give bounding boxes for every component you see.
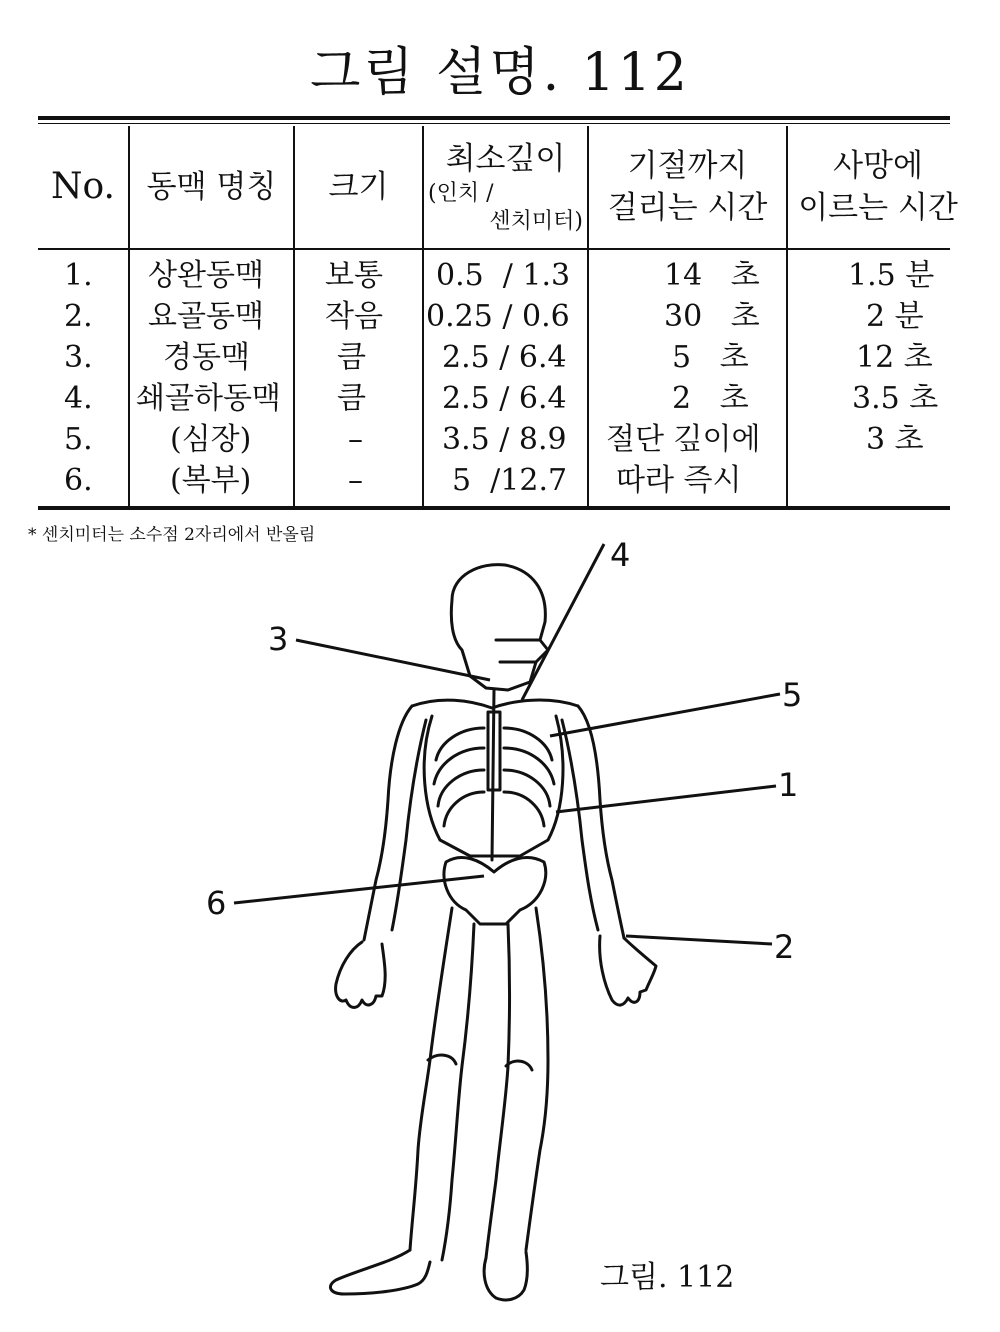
row-depth: 3.5 / 8.9 xyxy=(442,422,567,457)
row-death: 12 초 xyxy=(856,340,933,375)
row-no: 4. xyxy=(64,381,93,416)
knee-caps xyxy=(428,1055,532,1070)
row-no: 2. xyxy=(64,299,93,334)
row-death: 1.5 분 xyxy=(848,258,935,293)
row-depth: 0.25 / 0.6 xyxy=(426,299,570,334)
row-size: 큼 xyxy=(337,381,366,416)
header-faint-line2: 걸리는 시간 xyxy=(607,190,768,226)
left-foot xyxy=(330,1250,430,1294)
header-depth-line1: 최소깊이 xyxy=(445,141,566,177)
row-size: – xyxy=(348,422,363,457)
row-no: 6. xyxy=(64,463,93,498)
row-no: 5. xyxy=(64,422,93,457)
figure-label-2: 2 xyxy=(774,928,795,966)
header-death-line1: 사망에 xyxy=(833,148,923,184)
figure-label-3: 3 xyxy=(268,620,289,658)
row-no: 3. xyxy=(64,340,93,375)
row-faint: 14 초 xyxy=(664,258,760,293)
row-faint: 따라 즉시 xyxy=(616,463,742,498)
pointer-line-2 xyxy=(626,936,772,944)
row-name: 쇄골하동맥 xyxy=(136,381,281,416)
row-death: 3 초 xyxy=(866,422,924,457)
figure-label-1: 1 xyxy=(778,766,799,804)
figure-label-5: 5 xyxy=(782,676,803,714)
row-name: (복부) xyxy=(170,463,252,498)
header-death-line2: 이르는 시간 xyxy=(798,190,958,226)
pointer-line-3 xyxy=(296,640,490,680)
figure-label-6: 6 xyxy=(206,884,227,922)
row-depth: 0.5 / 1.3 xyxy=(436,258,571,293)
row-name: (심장) xyxy=(170,422,252,457)
skull-outline xyxy=(451,565,548,690)
row-name: 요골동맥 xyxy=(148,299,264,334)
ribs-left xyxy=(434,728,484,826)
footnote: * 센치미터는 소수점 2자리에서 반올림 xyxy=(28,525,316,545)
header-depth-line3: 센치미터) xyxy=(489,209,583,234)
row-size: 작음 xyxy=(325,299,383,334)
pointer-line-1 xyxy=(556,786,776,812)
pelvis xyxy=(444,857,546,924)
left-hand xyxy=(336,942,386,1008)
left-arm xyxy=(364,706,426,940)
row-faint: 30 초 xyxy=(664,299,760,334)
page-title: 그림 설명. 112 xyxy=(310,43,690,103)
row-faint: 절단 깊이에 xyxy=(606,422,761,457)
right-arm xyxy=(562,706,624,938)
row-depth: 2.5 / 6.4 xyxy=(442,381,567,416)
right-foot xyxy=(484,1252,527,1300)
header-size-text: 크기 xyxy=(328,169,389,205)
header-no-text: No. xyxy=(51,166,115,207)
header-faint-line1: 기절까지 xyxy=(627,148,748,184)
row-death: 3.5 초 xyxy=(852,381,939,416)
right-hand xyxy=(600,936,656,1005)
figure-label-4: 4 xyxy=(610,536,631,574)
header-name-text: 동맥 명칭 xyxy=(146,169,277,205)
row-faint: 2 초 xyxy=(672,381,749,416)
row-name: 상완동맥 xyxy=(148,258,264,293)
row-depth: 2.5 / 6.4 xyxy=(442,340,567,375)
ribs-right xyxy=(504,728,554,826)
row-size: 큼 xyxy=(337,340,366,375)
figure-caption: 그림. 112 xyxy=(600,1260,735,1295)
jaw-outline xyxy=(496,640,540,662)
row-size: 보통 xyxy=(325,258,383,293)
row-faint: 5 초 xyxy=(672,340,749,375)
row-name: 경동맥 xyxy=(163,340,250,375)
row-size: – xyxy=(348,463,363,498)
left-leg xyxy=(410,908,474,1260)
header-depth-line2: (인치 / xyxy=(428,181,494,206)
pointer-line-4 xyxy=(522,544,604,700)
row-no: 1. xyxy=(64,258,93,293)
right-leg xyxy=(486,908,548,1258)
row-depth: 5 /12.7 xyxy=(452,463,568,498)
row-death: 2 분 xyxy=(866,299,924,334)
spine xyxy=(492,690,494,860)
